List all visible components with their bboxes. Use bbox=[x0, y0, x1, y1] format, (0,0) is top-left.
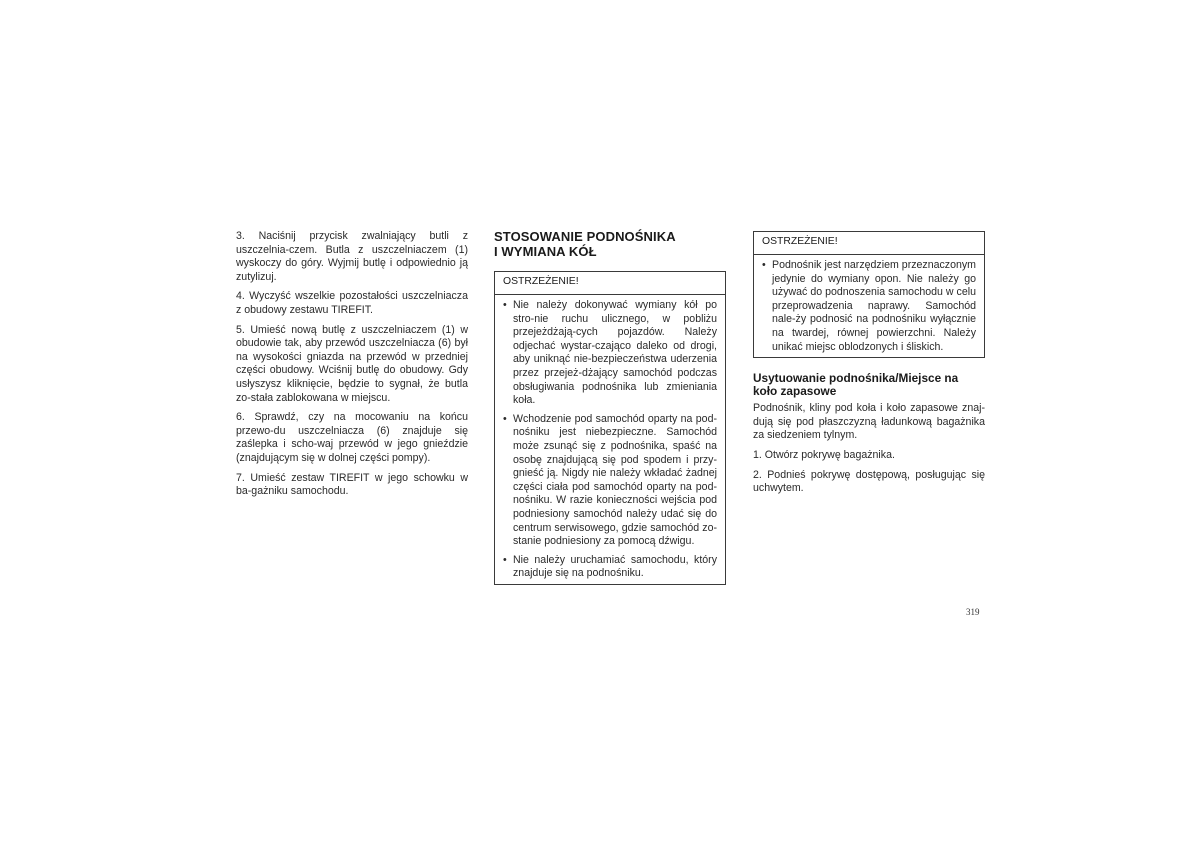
section-heading-line1: STOSOWANIE PODNOŚNIKA bbox=[494, 229, 676, 244]
section-heading-line2: I WYMIANA KÓŁ bbox=[494, 244, 597, 259]
bullet-icon: • bbox=[503, 553, 507, 566]
warning-header bbox=[495, 275, 725, 295]
warning-item bbox=[503, 413, 717, 549]
step-2-paragraph: 2. Podnieś pokrywę dostępową, posługując się uchwytem. bbox=[753, 468, 985, 495]
right-column bbox=[753, 231, 985, 502]
warning-box bbox=[494, 271, 726, 585]
step-1-paragraph: 1. Otwórz pokrywę bagażnika. bbox=[753, 448, 895, 461]
jack-location-paragraph: Podnośnik, kliny pod koła i koło zapasowe znaj-dują się pod płaszczyzną ładunkową bagażnika za siedzeniem tylnym. bbox=[753, 402, 985, 442]
subsection-heading-line1: Usytuowanie podnośnika/Miejsce na bbox=[753, 371, 959, 386]
warning-item bbox=[503, 554, 717, 581]
warning-title: OSTRZEŻENIE! bbox=[762, 236, 838, 247]
left-column bbox=[236, 230, 468, 505]
page-number: 319 bbox=[966, 607, 980, 617]
warning-item-text: Nie należy uruchamiać samochodu, który znajduje się na podnośniku. bbox=[513, 553, 717, 580]
warning-item-text: Wchodzenie pod samochód oparty na pod-nośniku jest niebezpieczne. Samochód może zsunąć się z podnośnika, spaść na osobę znajdującą się pod spodem i przy-gnieść ją. Nigdy nie należy wkładać żadnej części ciała pod samochód oparty na pod-nośniku. W razie konieczności wejścia pod podniesiony samochód należy udać się do centrum serwisowego, gdzie samochód zo-stanie podniesiony za pomocą dźwigu. bbox=[513, 412, 717, 548]
subsection-heading bbox=[753, 372, 985, 398]
bullet-icon: • bbox=[503, 412, 507, 425]
warning-list bbox=[503, 299, 717, 581]
warning-header bbox=[754, 235, 984, 255]
step-6-paragraph: 6. Sprawdź, czy na mocowaniu na końcu przewo-du uszczelniacza (6) znajduje się zaślepka i scho-waj przewód w jego gnieździe (znajdującym się w dolnej części pompy). bbox=[236, 411, 468, 464]
warning-title: OSTRZEŻENIE! bbox=[503, 276, 579, 287]
warning-item-text: Podnośnik jest narzędziem przeznaczonym jedynie do wymiany opon. Nie należy go używać do podnoszenia samochodu w celu przeprowadzenia naprawy. Samochód nale-ży podnosić na podnośniku wyłącznie na twardej, równej powierzchni. Należy unikać miejsc oblodzonych i śliskich. bbox=[772, 259, 976, 353]
step-7-paragraph: 7. Umieść zestaw TIREFIT w jego schowku w ba-gażniku samochodu. bbox=[236, 471, 468, 498]
step-3-paragraph: 3. Naciśnij przycisk zwalniający butli z uszczelnia-czem. Butla z uszczelniaczem (1) wyskoczy do góry. Wyjmij butlę i odpowiednio ją zutylizuj. bbox=[236, 230, 468, 283]
warning-item bbox=[503, 299, 717, 408]
step-4-paragraph: 4. Wyczyść wszelkie pozostałości uszczelniacza z obudowy zestawu TIREFIT. bbox=[236, 290, 468, 316]
bullet-icon: • bbox=[762, 259, 766, 271]
warning-item bbox=[762, 259, 976, 354]
middle-column bbox=[494, 229, 726, 599]
warning-item-text: Nie należy dokonywać wymiany kół po stro-nie ruchu ulicznego, w pobliżu przejeżdżają-cych pojazdów. Należy odjechać wystar-czająco daleko od drogi, aby uniknąć nie-bezpieczeństwa uderzenia przez przejeż-dżający samochód podczas obsługiwania podnośnika lub zmieniania koła. bbox=[513, 299, 717, 407]
warning-list bbox=[762, 259, 976, 354]
warning-box bbox=[753, 231, 985, 358]
subsection-heading-line2: koło zapasowe bbox=[753, 384, 837, 399]
section-heading bbox=[494, 229, 726, 259]
step-5-paragraph: 5. Umieść nową butlę z uszczelniaczem (1) w obudowie tak, aby przewód uszczelniacza (6) był na wysokości gniazda na przewód w przedniej części obudowy. Wciśnij butlę do obudowy. Gdy usłyszysz kliknięcie, będzie to sygnał, że butla zo-stała zablokowana w miejscu. bbox=[236, 323, 468, 404]
bullet-icon: • bbox=[503, 299, 507, 311]
